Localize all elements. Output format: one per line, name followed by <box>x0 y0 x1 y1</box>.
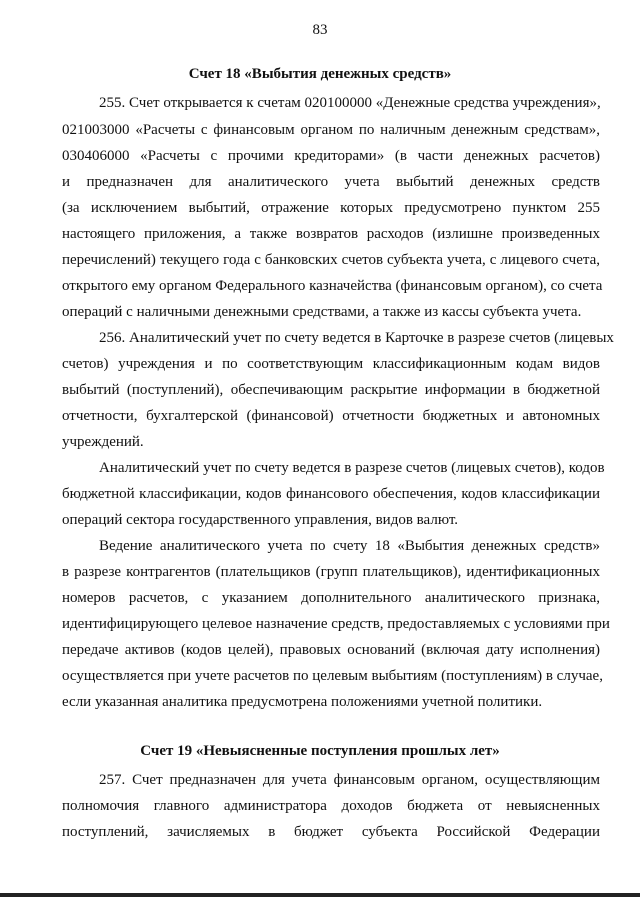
paragraph-line: учреждений. <box>62 434 144 450</box>
paragraph-line: 256. Аналитический учет по счету ведется в Карточке в разрезе счетов (лицевых <box>99 330 614 346</box>
paragraph-line: 255. Счет открывается к счетам 020100000 «Денежные средства учреждения», <box>99 95 601 111</box>
paragraph-line: операций сектора государственного управления, видов валют. <box>62 512 459 528</box>
paragraph-line: отчетности, бухгалтерской (финансовой) отчетности бюджетных и автономных <box>62 408 600 424</box>
paragraph-line: идентифицирующего целевое назначение средств, предоставляемых с условиями при <box>62 616 610 632</box>
paragraph-line: поступлений, зачисляемых в бюджет субъекта Российской Федерации <box>62 824 600 840</box>
paragraph-line: открытого ему органом Федерального казначейства (финансовым органом), со счета <box>62 278 603 294</box>
paragraph-line: бюджетной классификации, кодов финансового обеспечения, кодов классификации <box>62 486 600 502</box>
paragraph-line: если указанная аналитика предусмотрена положениями учетной политики. <box>62 694 543 710</box>
scan-edge <box>0 893 640 897</box>
paragraph-line: в разрезе контрагентов (плательщиков (групп плательщиков), идентификационных <box>62 564 600 580</box>
paragraph-line: счетов) учреждения и по соответствующим классификационным кодам видов <box>62 356 600 372</box>
paragraph-line: передаче активов (кодов целей), правовых оснований (включая дату исполнения) <box>62 642 600 658</box>
paragraph-line: выбытий (поступлений), обеспечивающим раскрытие информации в бюджетной <box>62 382 600 398</box>
paragraph-line: и предназначен для аналитического учета выбытий денежных средств <box>62 174 600 190</box>
page-number: 83 <box>312 22 328 38</box>
paragraph-line: Аналитический учет по счету ведется в разрезе счетов (лицевых счетов), кодов <box>99 460 605 476</box>
section-18-heading: Счет 18 «Выбытия денежных средств» <box>188 66 452 82</box>
paragraph-line: номеров расчетов, с указанием дополнительного аналитического признака, <box>62 590 600 606</box>
paragraph-line: Ведение аналитического учета по счету 18 «Выбытия денежных средств» <box>99 538 600 554</box>
paragraph-line: полномочия главного администратора доходов бюджета от невыясненных <box>62 798 600 814</box>
paragraph-line: осуществляется при учете расчетов по целевым выбытиям (поступлениям) в случае, <box>62 668 603 684</box>
paragraph-line: 021003000 «Расчеты с финансовым органом по наличным денежным средствам», <box>62 122 600 138</box>
section-19-heading: Счет 19 «Невыясненные поступления прошлых лет» <box>140 743 500 759</box>
paragraph-line: 030406000 «Расчеты с прочими кредиторами» (в части денежных расчетов) <box>62 148 600 164</box>
paragraph-line: 257. Счет предназначен для учета финансовым органом, осуществляющим <box>99 772 600 788</box>
paragraph-line: (за исключением выбытий, отражение которых предусмотрено пунктом 255 <box>62 200 600 216</box>
paragraph-line: настоящего приложения, а также возвратов расходов (излишне произведенных <box>62 226 600 242</box>
paragraph-line: операций с наличными денежными средствами, а также из кассы субъекта учета. <box>62 304 582 320</box>
paragraph-line: перечислений) текущего года с банковских счетов субъекта учета, с лицевого счета, <box>62 252 600 268</box>
